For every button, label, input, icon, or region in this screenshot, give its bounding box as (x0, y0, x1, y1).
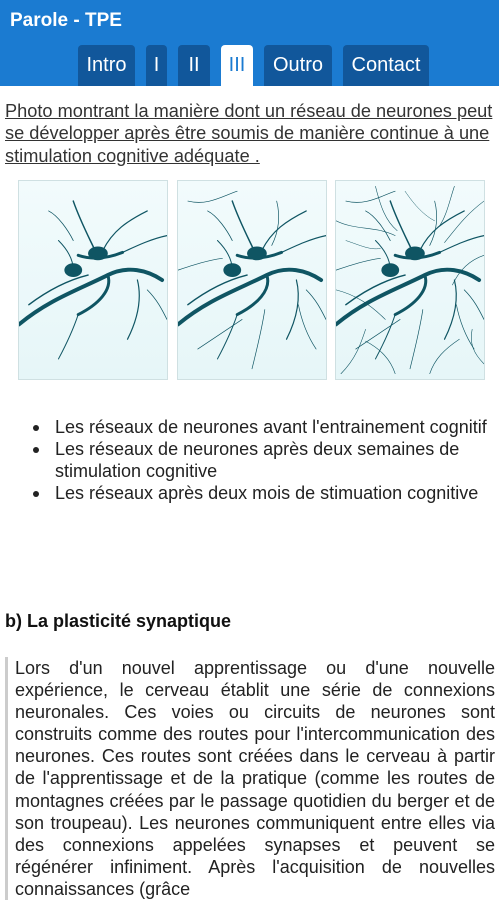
list-item: Les réseaux de neurones après deux semaines de stimulation cognitive (55, 438, 495, 482)
tab-outro[interactable]: Outro (264, 45, 332, 86)
app-header (0, 0, 499, 86)
neuron-image-two-months (335, 180, 485, 380)
intro-text: Photo montrant la manière dont un réseau de neurones peut se développer après être soumis de manière continue à une stimulation cognitive adéquate . (5, 101, 493, 166)
tab-intro[interactable]: Intro (78, 45, 135, 86)
tab-bar (0, 45, 499, 86)
tab-contact[interactable]: Contact (343, 45, 429, 86)
neuron-network-two-months (336, 181, 484, 379)
neuron-network-two-weeks (178, 181, 326, 379)
app-title: Parole - TPE (10, 10, 122, 31)
blockquote-paragraph: Lors d'un nouvel apprentissage ou d'une nouvelle expérience, le cerveau établit une série de connexions neuronales. Ces voies ou circuits de neurones sont construits comme des routes pour l'intercommunication des neurones. Ces routes sont créées dans le cerveau à partir de l'apprentissage et de la pratique (comme les routes de montagnes créées par le passage quotidien du berger et de son troupeau). Les neurones communiquent entre elles via des connexions appelées synapses et peuvent se régénérer infiniment. Après l'acquisition de nouvelles connaissances (grâce (5, 657, 495, 900)
neuron-image-two-weeks (177, 180, 327, 380)
caption-list (55, 416, 495, 504)
neuron-image-before (18, 180, 168, 380)
tab-iii[interactable]: III (221, 45, 253, 86)
tab-ii[interactable]: II (178, 45, 210, 86)
list-item: Les réseaux de neurones avant l'entrainement cognitif (55, 416, 495, 438)
tab-i[interactable]: I (146, 45, 167, 86)
section-title: b) La plasticité synaptique (5, 611, 232, 631)
list-item: Les réseaux après deux mois de stimuation cognitive (55, 482, 495, 504)
neuron-network-before (19, 181, 167, 379)
